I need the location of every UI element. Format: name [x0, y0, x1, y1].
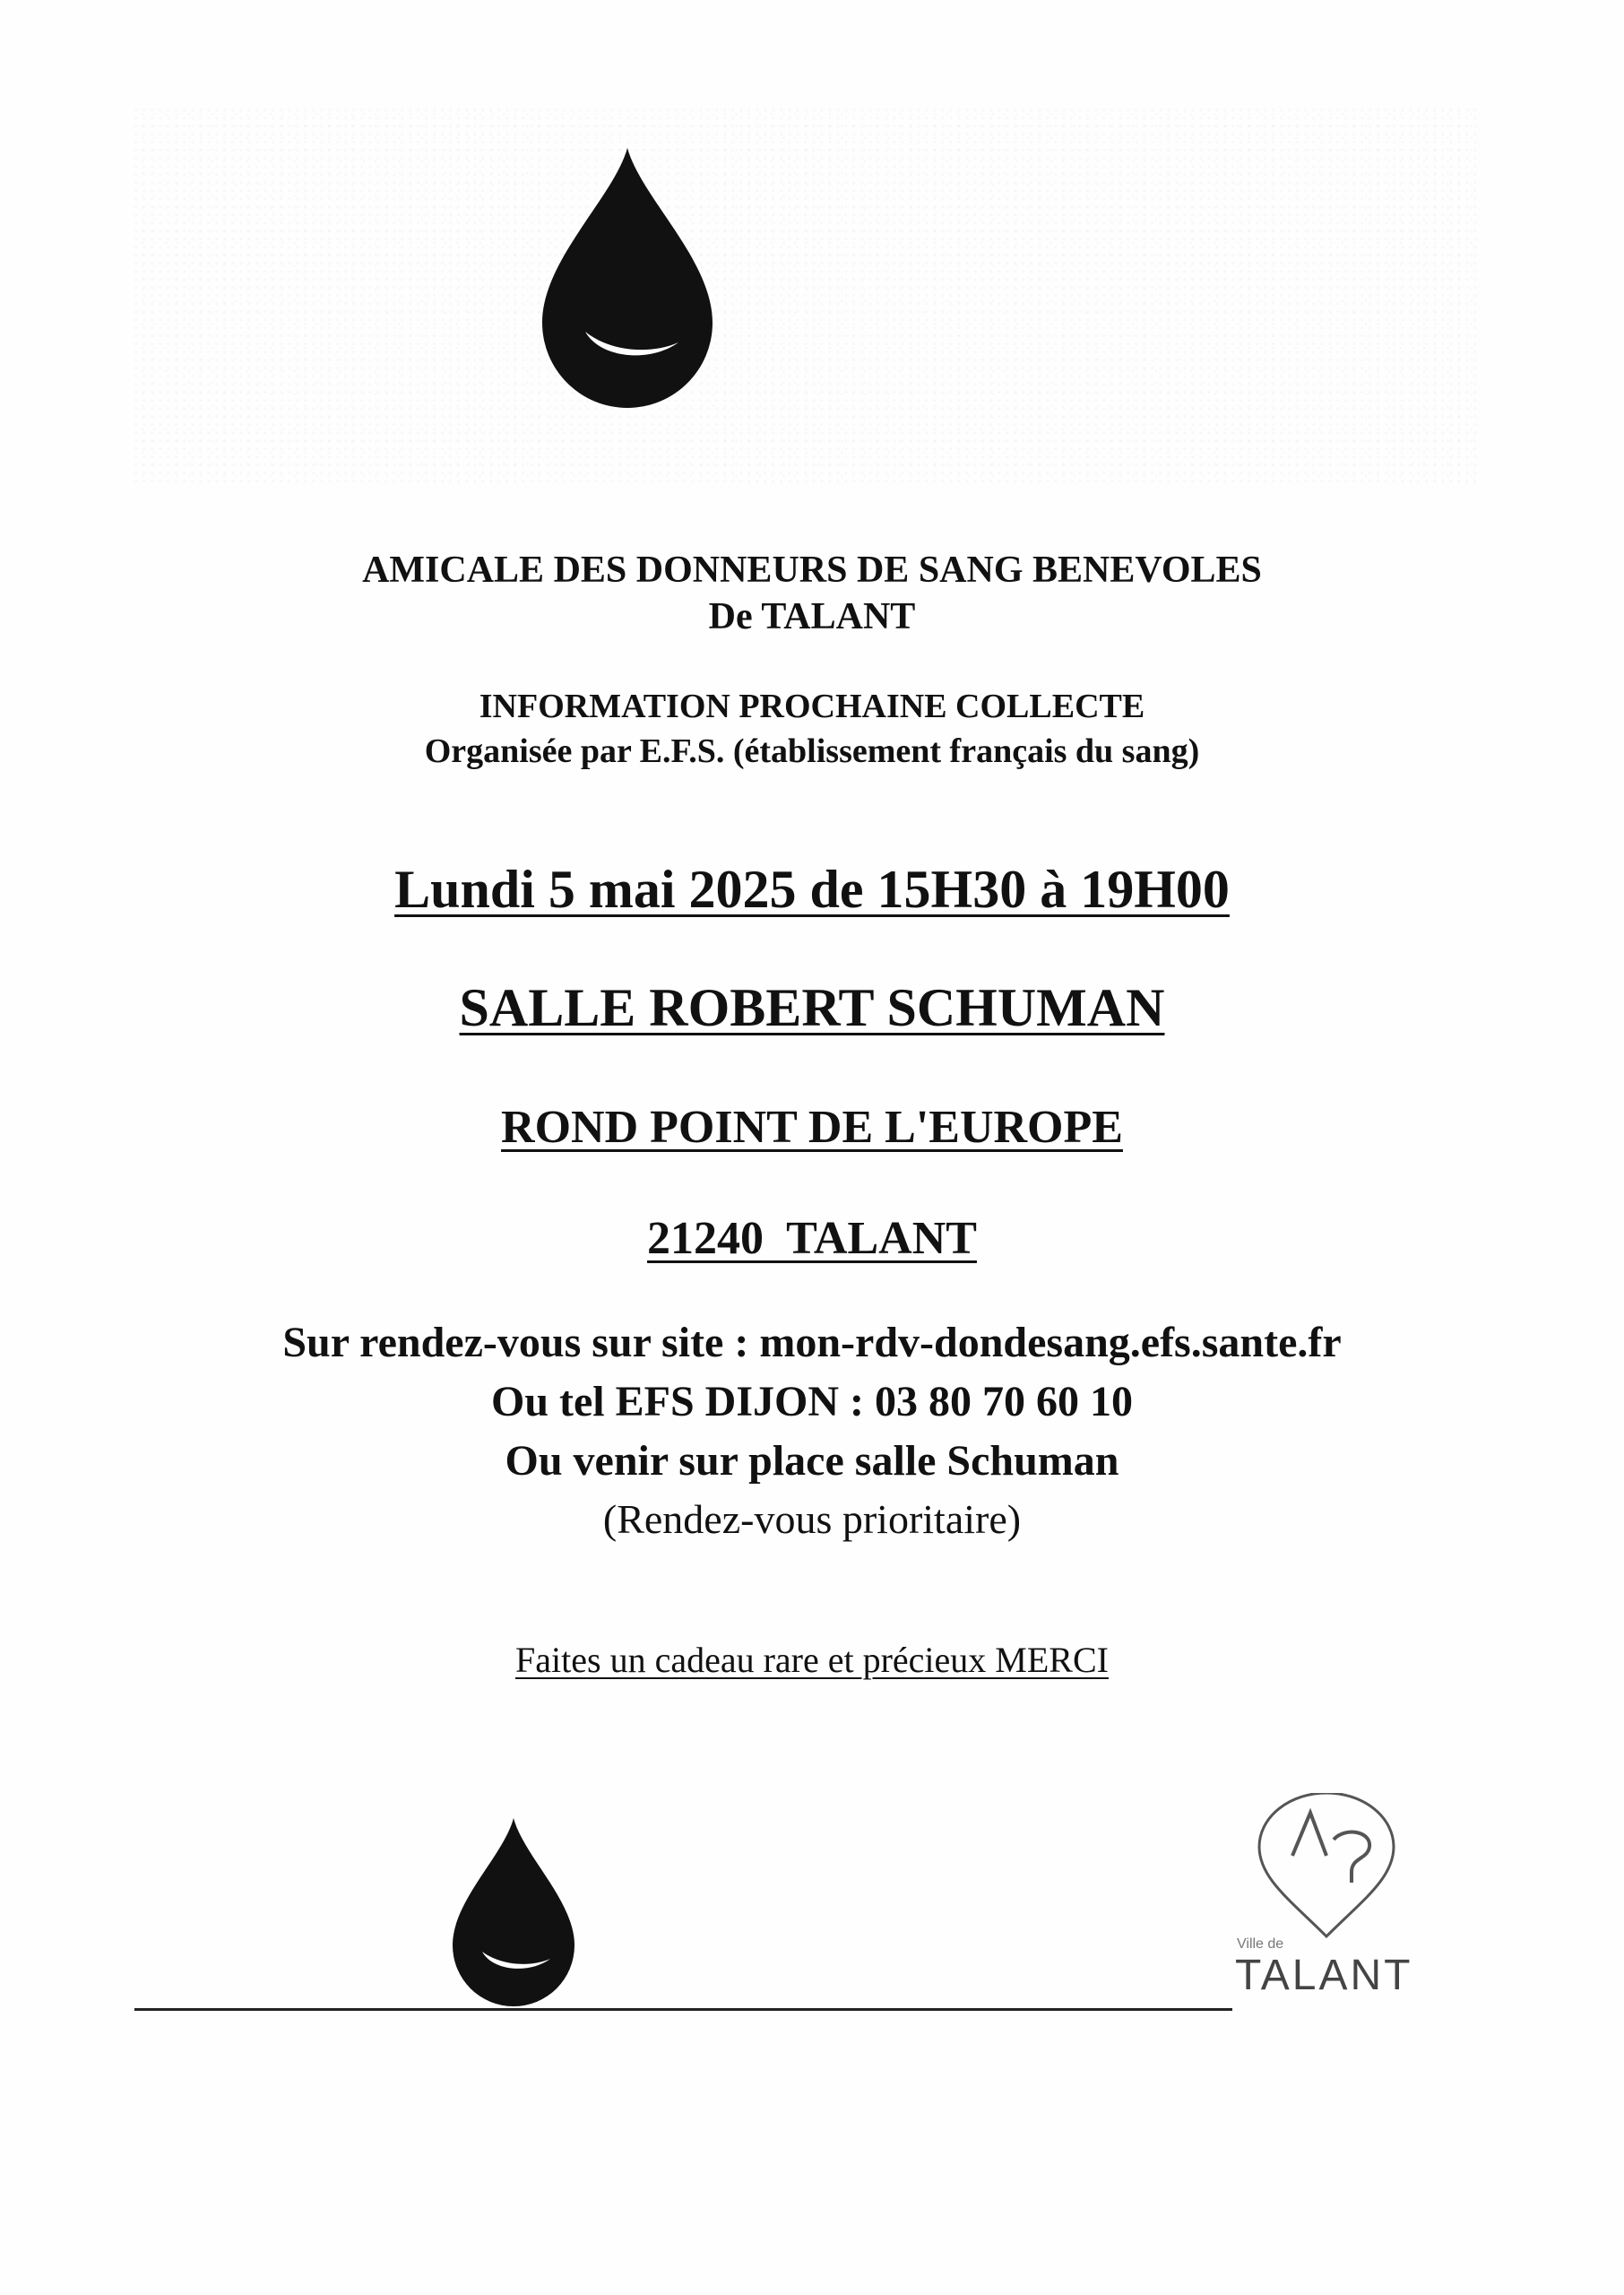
- event-city: 21240 TALANT: [647, 1213, 977, 1264]
- appointment-online: Sur rendez-vous sur site : mon-rdv-dondesang.efs.sante.fr: [282, 1319, 1342, 1366]
- association-name: AMICALE DES DONNEURS DE SANG BENEVOLES: [362, 550, 1262, 591]
- appointment-walk-in: Ou venir sur place salle Schuman: [505, 1437, 1119, 1485]
- appointment-phone: Ou tel EFS DIJON : 03 80 70 60 10: [490, 1378, 1133, 1425]
- appointment-priority: (Rendez-vous prioritaire): [602, 1496, 1022, 1542]
- association-town: De TALANT: [708, 596, 916, 637]
- city-line-wrap: [0, 1212, 1624, 1265]
- organizer-line: Organisée par E.F.S. (établissement français du sang): [424, 732, 1200, 770]
- date-line-wrap: [0, 859, 1624, 921]
- event-date-time: Lundi 5 mai 2025 de 15H30 à 19H00: [394, 860, 1230, 919]
- scan-texture: [134, 108, 1479, 484]
- town-logo-name: TALANT: [1235, 1952, 1413, 1999]
- town-logo-small-text: Ville de: [1237, 1936, 1284, 1952]
- venue-line-wrap: [0, 977, 1624, 1039]
- footer-rule: [134, 2008, 1232, 2011]
- thanks-message: Faites un cadeau rare et précieux MERCI: [515, 1640, 1109, 1680]
- address-line-wrap: [0, 1101, 1624, 1154]
- thanks-line-wrap: [0, 1639, 1624, 1681]
- info-title: INFORMATION PROCHAINE COLLECTE: [479, 688, 1145, 725]
- blood-drop-icon: [533, 143, 721, 412]
- blood-drop-icon: [446, 1815, 581, 2008]
- event-venue: SALLE ROBERT SCHUMAN: [459, 978, 1165, 1037]
- event-address: ROND POINT DE L'EUROPE: [501, 1102, 1123, 1153]
